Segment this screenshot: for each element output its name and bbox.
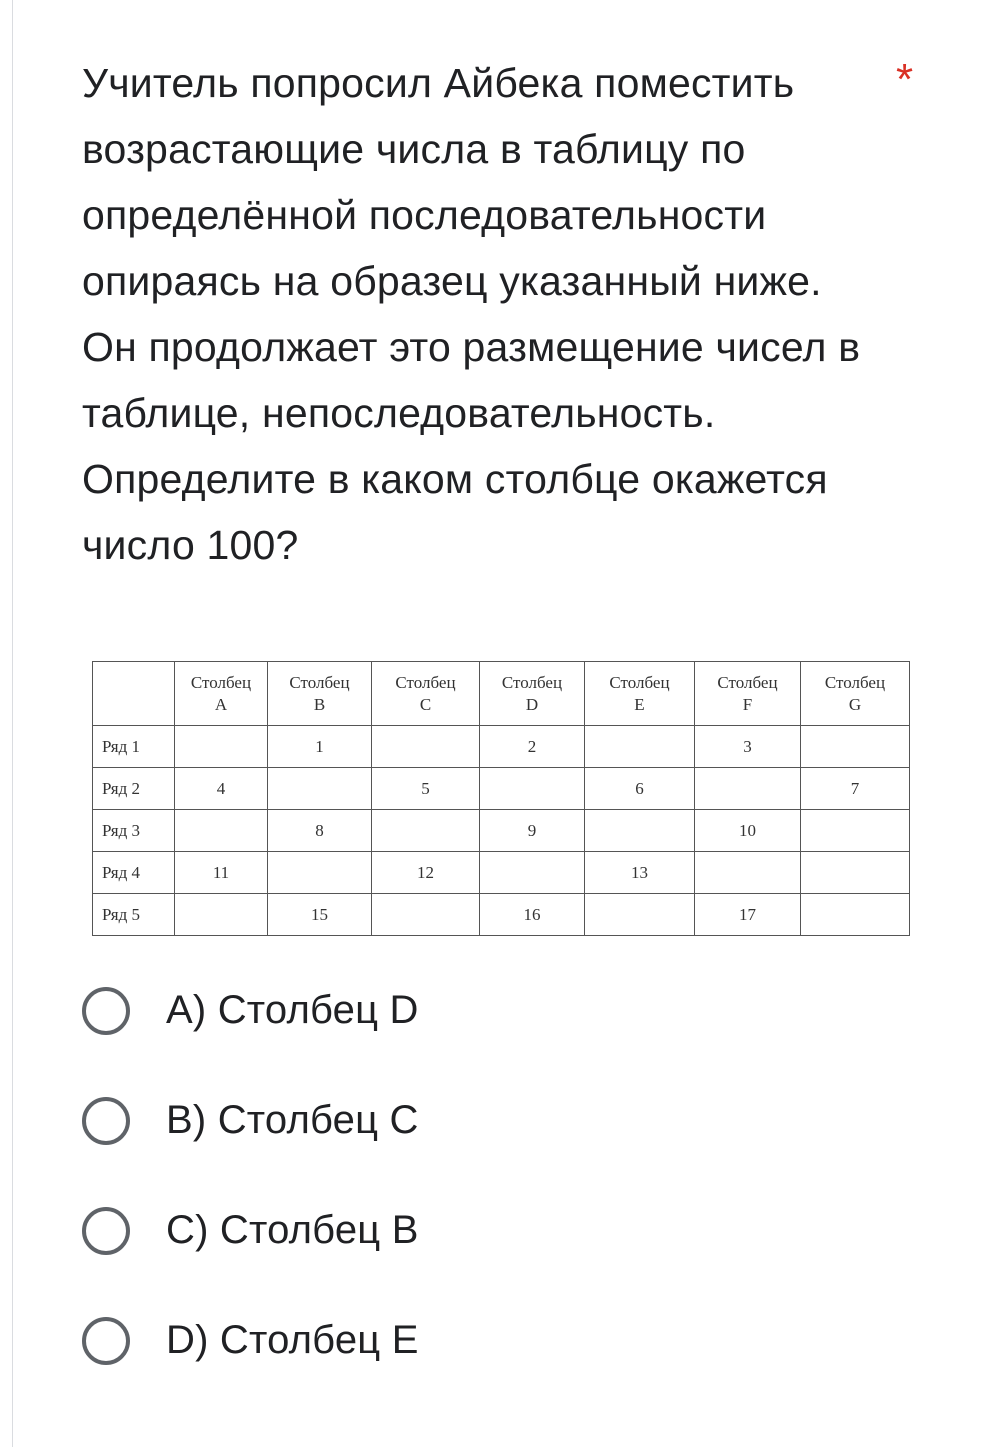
table-cell: 13 xyxy=(585,852,695,894)
table-cell: 3 xyxy=(695,726,801,768)
option-label[interactable]: A) Столбец D xyxy=(166,988,419,1032)
table-cell xyxy=(372,894,480,936)
answer-options xyxy=(82,983,419,1423)
table-cell: 9 xyxy=(480,810,585,852)
radio-button-icon[interactable] xyxy=(82,1207,130,1255)
option-label[interactable]: B) Столбец C xyxy=(166,1098,419,1142)
table-cell: 4 xyxy=(175,768,268,810)
number-grid-table xyxy=(92,661,910,936)
table-cell xyxy=(695,768,801,810)
table-row xyxy=(93,726,910,768)
table-header-row xyxy=(93,662,910,726)
table-cell: 12 xyxy=(372,852,480,894)
table-cell: 6 xyxy=(585,768,695,810)
option-a[interactable] xyxy=(82,983,419,1038)
table-cell xyxy=(372,810,480,852)
table-cell xyxy=(801,852,910,894)
table-cell xyxy=(480,852,585,894)
header-cell: Столбец B xyxy=(268,662,372,726)
table-cell: 17 xyxy=(695,894,801,936)
row-label: Ряд 2 xyxy=(93,768,175,810)
table-cell xyxy=(801,810,910,852)
table-row xyxy=(93,894,910,936)
table-cell xyxy=(695,852,801,894)
table-cell xyxy=(585,810,695,852)
option-d[interactable] xyxy=(82,1313,419,1368)
sample-table-image xyxy=(92,661,909,935)
option-label[interactable]: C) Столбец B xyxy=(166,1208,419,1252)
table-cell xyxy=(175,726,268,768)
table-cell: 5 xyxy=(372,768,480,810)
header-cell: Столбец E xyxy=(585,662,695,726)
table-cell xyxy=(585,726,695,768)
table-cell: 2 xyxy=(480,726,585,768)
header-cell: Столбец D xyxy=(480,662,585,726)
header-cell: Столбец A xyxy=(175,662,268,726)
table-cell xyxy=(801,726,910,768)
table-row xyxy=(93,768,910,810)
radio-button-icon[interactable] xyxy=(82,1097,130,1145)
table-cell xyxy=(372,726,480,768)
table-cell xyxy=(175,894,268,936)
radio-button-icon[interactable] xyxy=(82,987,130,1035)
option-b[interactable] xyxy=(82,1093,419,1148)
table-cell xyxy=(175,810,268,852)
table-cell: 16 xyxy=(480,894,585,936)
question-text: Учитель попросил Айбека поместить возрастающие числа в таблицу по определённой последовательности опираясь на образец указанный ниже. Он продолжает это размещение чисел в таблице, непоследовательность. Определите в каком столбце окажется число 100? xyxy=(82,60,861,568)
header-cell: Столбец G xyxy=(801,662,910,726)
row-label: Ряд 5 xyxy=(93,894,175,936)
table-cell: 1 xyxy=(268,726,372,768)
header-cell xyxy=(93,662,175,726)
table-cell xyxy=(268,768,372,810)
table-cell: 10 xyxy=(695,810,801,852)
table-row xyxy=(93,810,910,852)
required-marker: * xyxy=(896,55,914,104)
table-cell xyxy=(480,768,585,810)
table-cell xyxy=(585,894,695,936)
table-cell: 11 xyxy=(175,852,268,894)
header-cell: Столбец C xyxy=(372,662,480,726)
row-label: Ряд 1 xyxy=(93,726,175,768)
header-cell: Столбец F xyxy=(695,662,801,726)
table-cell xyxy=(268,852,372,894)
table-cell: 8 xyxy=(268,810,372,852)
radio-button-icon[interactable] xyxy=(82,1317,130,1365)
table-cell xyxy=(801,894,910,936)
option-c[interactable] xyxy=(82,1203,419,1258)
table-row xyxy=(93,852,910,894)
row-label: Ряд 4 xyxy=(93,852,175,894)
row-label: Ряд 3 xyxy=(93,810,175,852)
table-cell: 7 xyxy=(801,768,910,810)
option-label[interactable]: D) Столбец E xyxy=(166,1318,419,1362)
table-cell: 15 xyxy=(268,894,372,936)
